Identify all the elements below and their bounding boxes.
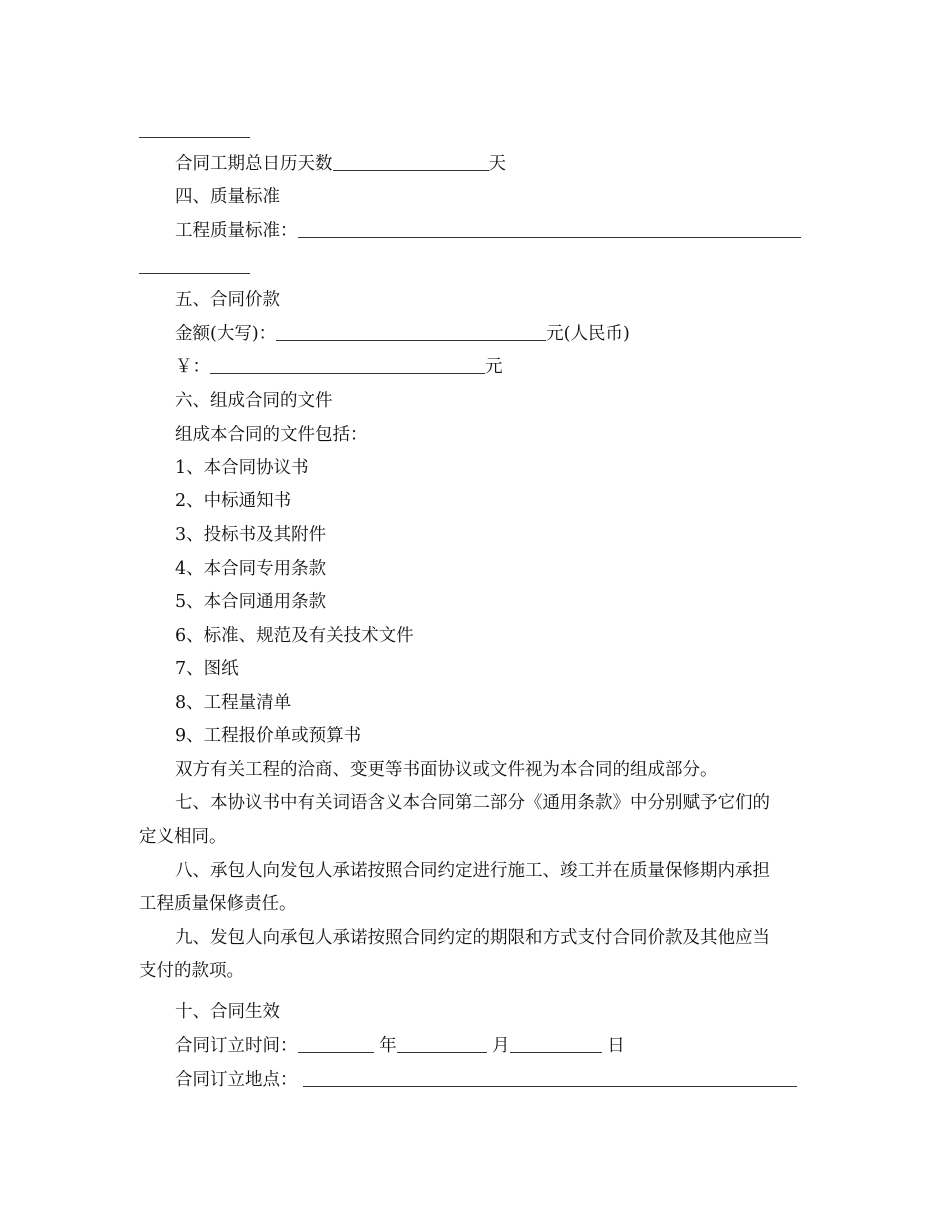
duration-label: 合同工期总日历天数 <box>175 154 333 174</box>
month-label: 月 <box>492 1036 510 1056</box>
effect-heading: 十、合同生效 <box>175 1002 280 1022</box>
yen-blank <box>210 353 485 374</box>
documents-intro: 组成本合同的文件包括： <box>175 425 368 445</box>
document-item: 9、工程报价单或预算书 <box>175 726 362 746</box>
day-label: 日 <box>607 1036 625 1056</box>
day-blank <box>510 1032 602 1053</box>
year-blank <box>298 1032 374 1053</box>
yen-unit: 元 <box>485 357 503 377</box>
quality-blank-continuation <box>139 273 250 274</box>
amount-line <box>139 318 814 351</box>
documents-closing: 双方有关工程的洽商、变更等书面协议或文件视为本合同的组成部分。 <box>175 760 718 780</box>
clause7-line1: 七、本协议书中有关词语含义本合同第二部分《通用条款》中分别赋予它们的 <box>175 793 770 813</box>
price-heading: 五、合同价款 <box>175 290 280 310</box>
signing-time-line <box>139 1030 814 1063</box>
signing-place-label: 合同订立地点： <box>175 1070 298 1090</box>
document-item: 7、图纸 <box>175 659 239 679</box>
amount-unit: 元(人民币) <box>546 324 630 344</box>
clause9-line1: 九、发包人向承包人承诺按照合同约定的期限和方式支付合同价款及其他应当 <box>175 928 770 948</box>
document-item: 4、本合同专用条款 <box>175 559 327 579</box>
quality-label: 工程质量标准： <box>175 221 298 241</box>
quality-blank <box>298 217 801 238</box>
clause8-line2: 工程质量保修责任。 <box>139 894 297 914</box>
quality-heading: 四、质量标准 <box>175 187 280 207</box>
clause9-line2: 支付的款项。 <box>139 961 244 981</box>
yen-label: ￥： <box>175 357 210 377</box>
duration-line <box>139 148 814 181</box>
duration-unit: 天 <box>488 154 506 174</box>
quality-line <box>139 215 814 248</box>
document-item: 5、本合同通用条款 <box>175 592 327 612</box>
yen-line <box>139 351 814 384</box>
document-item: 2、中标通知书 <box>175 491 292 511</box>
clause8-line1: 八、承包人向发包人承诺按照合同约定进行施工、竣工并在质量保修期内承担 <box>175 861 770 881</box>
signing-time-label: 合同订立时间： <box>175 1036 298 1056</box>
document-item: 8、工程量清单 <box>175 693 292 713</box>
documents-heading: 六、组成合同的文件 <box>175 391 333 411</box>
amount-label: 金额(大写)： <box>175 324 277 344</box>
clause7-line2: 定义相同。 <box>139 827 227 847</box>
document-item: 1、本合同协议书 <box>175 458 309 478</box>
year-label: 年 <box>379 1036 397 1056</box>
duration-blank <box>333 150 489 171</box>
signing-place-blank <box>303 1066 797 1087</box>
amount-blank <box>276 320 546 341</box>
continuation-blank-line <box>139 137 250 138</box>
document-item: 6、标准、规范及有关技术文件 <box>175 626 414 646</box>
signing-place-line <box>139 1064 814 1097</box>
document-item: 3、投标书及其附件 <box>175 525 327 545</box>
month-blank <box>397 1032 487 1053</box>
